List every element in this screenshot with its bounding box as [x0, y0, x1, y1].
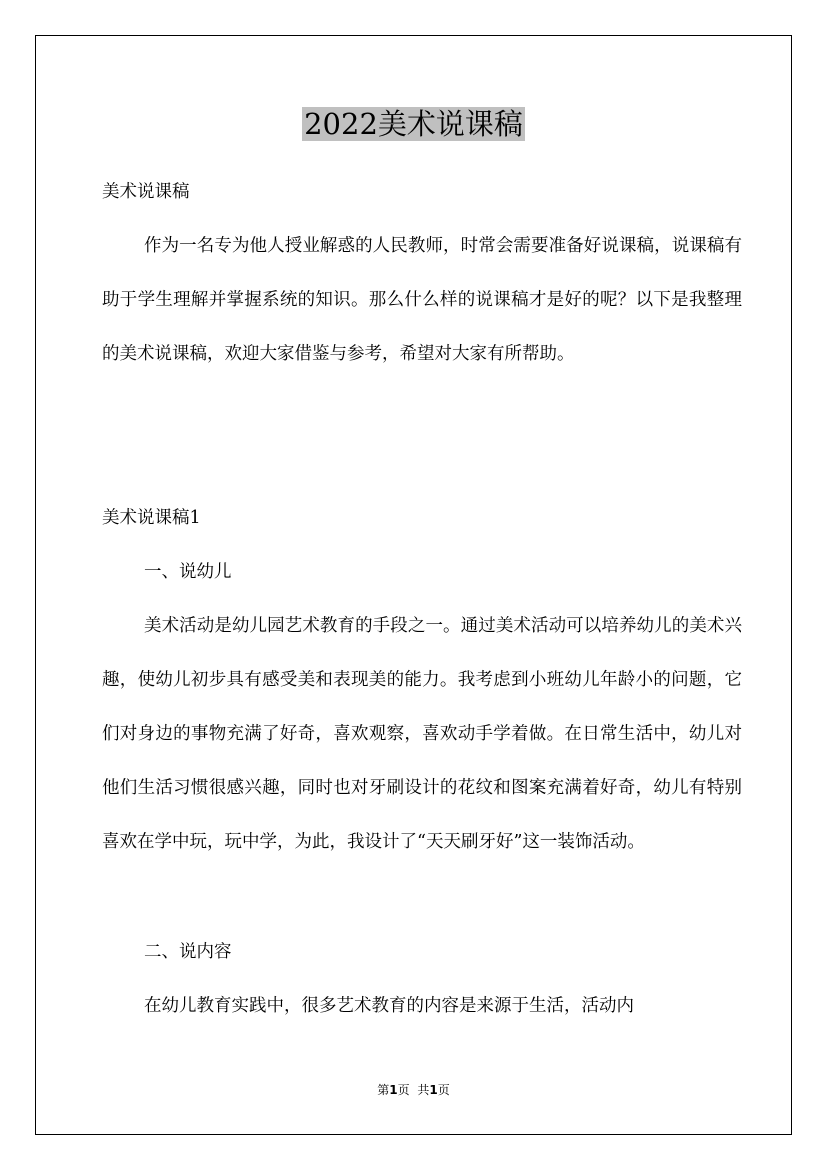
total-label-prefix: 共: [417, 1083, 430, 1097]
page-number: 1: [389, 1083, 398, 1097]
total-label-suffix: 页: [437, 1083, 450, 1097]
subheading-content: 二、说内容: [144, 942, 232, 962]
children-paragraph: 美术活动是幼儿园艺术教育的手段之一。通过美术活动可以培养幼儿的美术兴趣，使幼儿初步具有感受美和表现美的能力。我考虑到小班幼儿年龄小的问题，它们对身边的事物充满了好奇，喜欢观察，喜欢动手学着做。在日常生活中，幼儿对他们生活习惯很感兴趣，同时也对牙刷设计的花纹和图案充满着好奇，幼儿有特别喜欢在学中玩，玩中学，为此，我设计了“天天刷牙好”这一装饰活动。: [102, 616, 742, 852]
document-title-text: 2022美术说课稿: [304, 107, 523, 141]
section-heading-main: 美术说课稿: [102, 182, 190, 202]
page-label-prefix: 第: [377, 1083, 390, 1097]
subheading-children: 一、说幼儿: [144, 562, 232, 582]
section-heading-1: 美术说课稿1: [102, 508, 201, 528]
intro-paragraph: 作为一名专为他人授业解惑的人民教师，时常会需要准备好说课稿，说课稿有助于学生理解并掌握系统的知识。那么什么样的说课稿才是好的呢？以下是我整理的美术说课稿，欢迎大家借鉴与参考，希望对大家有所帮助。: [102, 236, 742, 364]
page-footer: [0, 1082, 827, 1098]
document-title: [0, 104, 827, 144]
page-label-suffix: 页: [397, 1083, 410, 1097]
content-paragraph: 在幼儿教育实践中，很多艺术教育的内容是来源于生活，活动内: [144, 996, 634, 1016]
total-pages: 1: [429, 1083, 438, 1097]
